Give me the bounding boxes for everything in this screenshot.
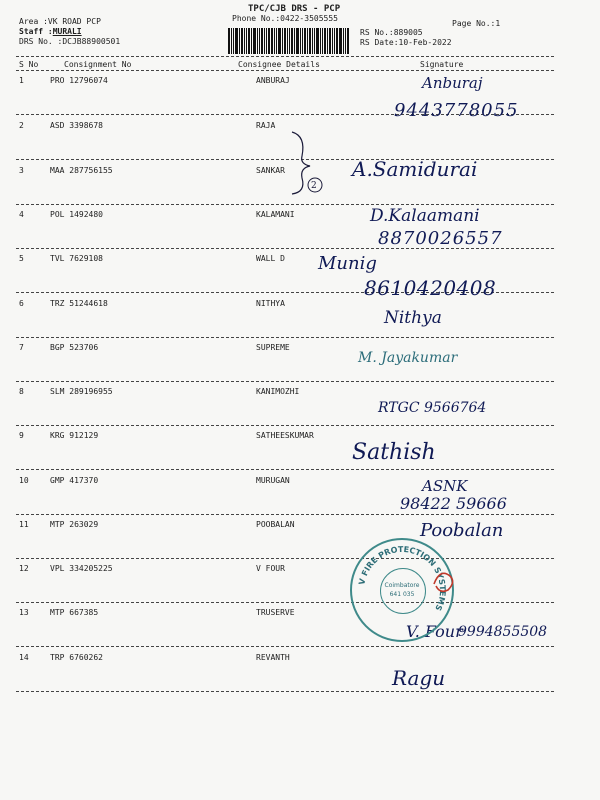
- row-consignee: ANBURAJ: [256, 76, 290, 85]
- row-divider: [16, 646, 554, 647]
- barcode-bar: [314, 28, 315, 54]
- row-consignment-no: POL 1492480: [50, 210, 103, 219]
- signature-6: Nithya: [384, 308, 442, 328]
- signature-11: Poobalan: [420, 520, 504, 541]
- row-divider: [16, 425, 554, 426]
- phone-number: Phone No.:0422-3505555: [232, 14, 338, 23]
- barcode-bar: [309, 28, 311, 54]
- barcode-bar: [244, 28, 245, 54]
- staff-label: Staff :: [19, 27, 53, 36]
- barcode-bar: [343, 28, 344, 54]
- row-sno: 5: [19, 254, 24, 263]
- barcode-bar: [276, 28, 277, 54]
- barcode-bar: [264, 28, 265, 54]
- barcode-bar: [296, 28, 299, 54]
- rs-number: RS No.:889005: [360, 28, 423, 37]
- phone-handwritten-12: 9994855508: [458, 624, 548, 640]
- document-title: TPC/CJB DRS - PCP: [248, 4, 341, 14]
- row-consignee: V FOUR: [256, 564, 285, 573]
- red-ink-mark: [430, 566, 460, 596]
- row-consignee: NITHYA: [256, 299, 285, 308]
- signature-8: RTGC 9566764: [378, 400, 487, 416]
- barcode-bar: [284, 28, 286, 54]
- barcode-bar: [261, 28, 263, 54]
- barcode-bar: [274, 28, 275, 54]
- phone-handwritten-1: 9443778055: [394, 100, 519, 121]
- signature-9: Sathish: [352, 440, 436, 465]
- row-consignee: SANKAR: [256, 166, 285, 175]
- signature-14: Ragu: [392, 666, 446, 690]
- col-sno: S No: [19, 60, 39, 69]
- barcode-bar: [294, 28, 295, 54]
- barcode-bar: [287, 28, 288, 54]
- row-divider: [16, 602, 554, 603]
- row-consignee: SUPREME: [256, 343, 290, 352]
- row-consignment-no: VPL 334205225: [50, 564, 113, 573]
- barcode-bar: [266, 28, 267, 54]
- row-divider: [16, 514, 554, 515]
- row-consignee: KALAMANI: [256, 210, 295, 219]
- row-sno: 8: [19, 387, 24, 396]
- signature-7: M. Jayakumar: [358, 350, 458, 366]
- row-sno: 4: [19, 210, 24, 219]
- header-divider-top: [16, 56, 554, 57]
- col-consignee: Consignee Details: [238, 60, 320, 69]
- barcode-bar: [268, 28, 270, 54]
- signature-10: ASNK: [422, 477, 468, 495]
- row-divider: [16, 381, 554, 382]
- svg-text:V FIRE PROTECTION SYSTEMS: V FIRE PROTECTION SYSTEMS: [357, 544, 448, 613]
- phone-handwritten-10: 98422 59666: [400, 494, 507, 513]
- row-consignment-no: MTP 667385: [50, 608, 99, 617]
- barcode-bar: [282, 28, 283, 54]
- row-consignment-no: MAA 287756155: [50, 166, 113, 175]
- barcode-bar: [316, 28, 319, 54]
- barcode-bar: [241, 28, 243, 54]
- row-consignment-no: TRZ 51244618: [50, 299, 108, 308]
- row-consignee: TRUSERVE: [256, 608, 295, 617]
- staff-name: MURALI: [52, 27, 82, 36]
- barcode-bar: [253, 28, 256, 54]
- barcode-bar: [320, 28, 321, 54]
- barcode-bar: [291, 28, 293, 54]
- row-sno: 10: [19, 476, 29, 485]
- barcode-bar: [312, 28, 313, 54]
- bracket-count: 2: [311, 181, 317, 191]
- row-consignment-no: TVL 7629108: [50, 254, 103, 263]
- barcode-bar: [327, 28, 328, 54]
- row-consignee: RAJA: [256, 121, 276, 130]
- row-sno: 2: [19, 121, 24, 130]
- barcode-bar: [251, 28, 252, 54]
- barcode-bar: [271, 28, 273, 54]
- barcode-bar: [289, 28, 290, 54]
- barcode-bar: [228, 28, 230, 54]
- row-sno: 11: [19, 520, 29, 529]
- row-divider: [16, 337, 554, 338]
- barcode-bar: [239, 28, 240, 54]
- row-divider: [16, 558, 554, 559]
- row-sno: 13: [19, 608, 29, 617]
- row-consignee: SATHEESKUMAR: [256, 431, 314, 440]
- area-label: Area :VK ROAD PCP: [19, 17, 101, 26]
- row-consignee: WALL D: [256, 254, 285, 263]
- page-number: Page No.:1: [452, 19, 501, 28]
- row-consignment-no: KRG 912129: [50, 431, 99, 440]
- barcode-bar: [332, 28, 333, 54]
- row-sno: 14: [19, 653, 29, 662]
- barcode-bar: [336, 28, 338, 54]
- barcode-bar: [300, 28, 301, 54]
- barcode-bar: [345, 28, 346, 54]
- row-consignment-no: BGP 523706: [50, 343, 99, 352]
- header-divider-bottom: [16, 70, 554, 71]
- barcode-bar: [304, 28, 306, 54]
- barcode-bar: [322, 28, 323, 54]
- col-consignment: Consignment No: [64, 60, 132, 69]
- rs-date: RS Date:10-Feb-2022: [360, 38, 452, 47]
- row-sno: 9: [19, 431, 24, 440]
- barcode-bar: [278, 28, 281, 54]
- group-bracket: [284, 128, 324, 198]
- barcode-bar: [248, 28, 250, 54]
- row-consignee: POOBALAN: [256, 520, 295, 529]
- signature-3: A.Samidurai: [352, 157, 478, 181]
- barcode-bar: [233, 28, 234, 54]
- row-consignment-no: SLM 289196955: [50, 387, 113, 396]
- row-consignee: KANIMOZHI: [256, 387, 300, 396]
- staff-row: [19, 27, 82, 36]
- barcode-bar: [231, 28, 232, 54]
- drs-number: DRS No. :DCJB88900501: [19, 37, 121, 46]
- phone-handwritten-4: 8870026557: [378, 228, 503, 249]
- row-consignment-no: TRP 6760262: [50, 653, 103, 662]
- barcode-bar: [329, 28, 331, 54]
- row-divider: [16, 204, 554, 205]
- stamp-pin: 641 035: [389, 591, 415, 598]
- row-sno: 1: [19, 76, 24, 85]
- barcode-bar: [259, 28, 260, 54]
- barcode-bar: [307, 28, 308, 54]
- signature-4: D.Kalaamani: [370, 206, 480, 226]
- row-consignment-no: GMP 417370: [50, 476, 99, 485]
- signature-1: Anburaj: [422, 74, 483, 92]
- barcode-bar: [324, 28, 326, 54]
- barcode-bar: [235, 28, 238, 54]
- barcode-bar: [339, 28, 342, 54]
- row-sno: 12: [19, 564, 29, 573]
- stamp-city: Coimbatore: [384, 582, 420, 589]
- col-signature: Signature: [420, 60, 464, 69]
- row-consignment-no: ASD 3398678: [50, 121, 103, 130]
- barcode: [228, 28, 354, 54]
- phone-handwritten-5: 8610420408: [364, 276, 497, 300]
- row-consignee: REVANTH: [256, 653, 290, 662]
- row-sno: 3: [19, 166, 24, 175]
- signature-5: Munig: [318, 253, 377, 274]
- row-divider: [16, 691, 554, 692]
- row-consignment-no: PRO 12796074: [50, 76, 108, 85]
- barcode-bar: [334, 28, 335, 54]
- barcode-bar: [347, 28, 349, 54]
- row-sno: 6: [19, 299, 24, 308]
- signature-12: V. Four: [406, 622, 463, 641]
- row-sno: 7: [19, 343, 24, 352]
- row-consignment-no: MTP 263029: [50, 520, 99, 529]
- barcode-bar: [257, 28, 258, 54]
- barcode-bar: [246, 28, 247, 54]
- row-consignee: MURUGAN: [256, 476, 290, 485]
- barcode-bar: [302, 28, 303, 54]
- row-divider: [16, 469, 554, 470]
